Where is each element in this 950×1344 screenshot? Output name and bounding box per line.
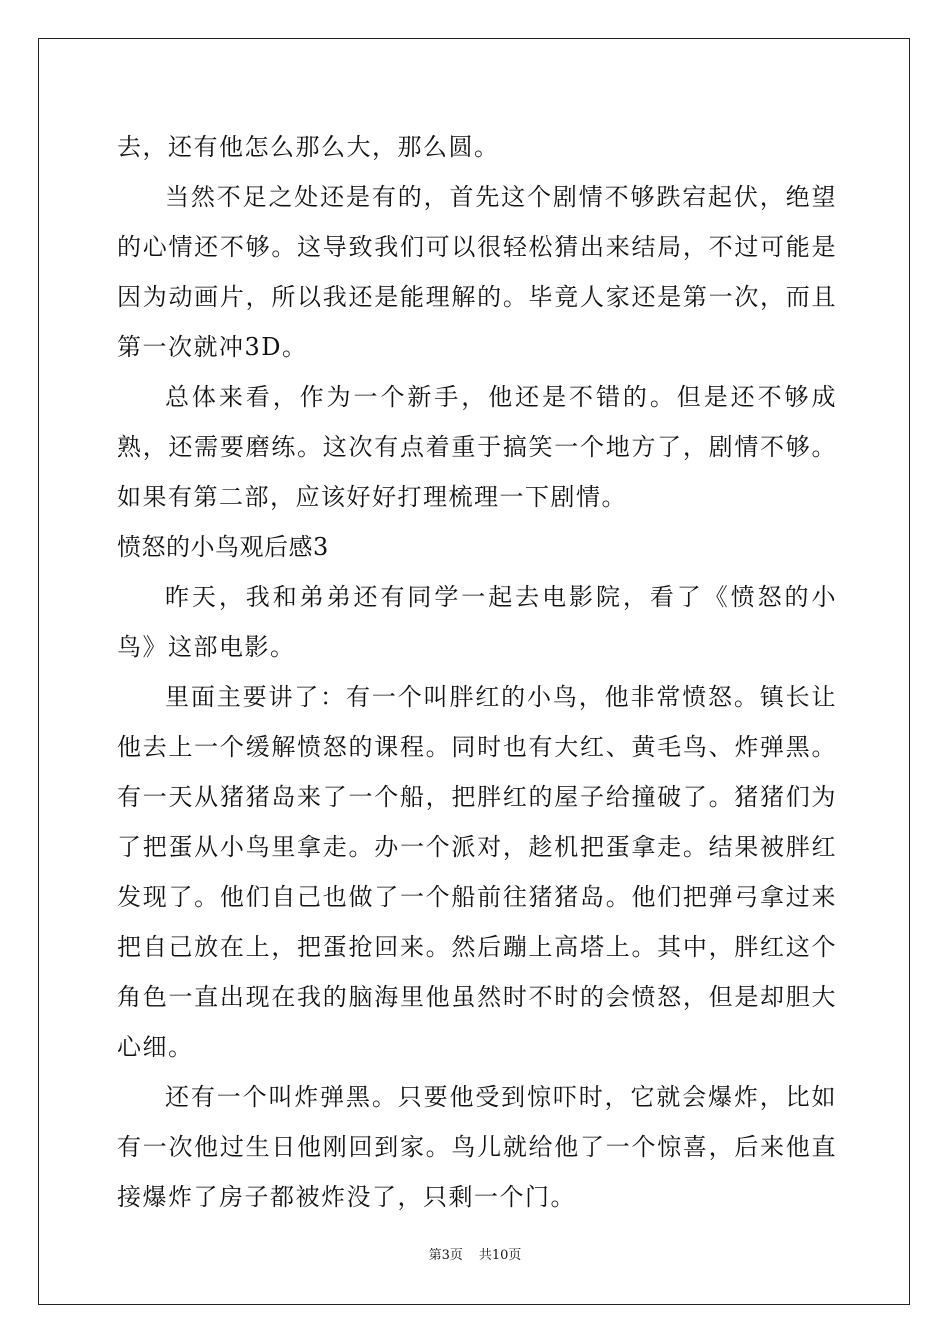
page-total: 共10页 <box>478 1248 522 1263</box>
paragraph: 总体来看，作为一个新手，他还是不错的。但是还不够成熟，还需要磨练。这次有点着重于搞笑一个地方了，剧情不够。如果有第二部，应该好好打理梳理一下剧情。 <box>117 383 837 511</box>
paragraph: 里面主要讲了：有一个叫胖红的小鸟，他非常愤怒。镇长让他去上一个缓解愤怒的课程。同时也有大红、黄毛鸟、炸弹黑。有一天从猪猪岛来了一个船，把胖红的屋子给撞破了。猪猪们为了把蛋从小鸟里拿走。办一个派对，趁机把蛋拿走。结果被胖红发现了。他们自己也做了一个船前往猪猪岛。他们把弹弓拿过来把自己放在上，把蛋抢回来。然后蹦上高塔上。其中，胖红这个角色一直出现在我的脑海里他虽然时不时的会愤怒，但是却胆大心细。 <box>117 683 837 1061</box>
page-number: 第3页 <box>428 1248 463 1263</box>
page-footer <box>0 1244 950 1263</box>
section-heading: 愤怒的小鸟观后感3 <box>117 533 329 561</box>
paragraph: 还有一个叫炸弹黑。只要他受到惊吓时，它就会爆炸，比如有一次他过生日他刚回到家。鸟儿就给他了一个惊喜，后来他直接爆炸了房子都被炸没了，只剩一个门。 <box>117 1083 837 1211</box>
paragraph: 昨天，我和弟弟还有同学一起去电影院，看了《愤怒的小鸟》这部电影。 <box>117 583 837 661</box>
document-body <box>117 122 837 1222</box>
paragraph: 当然不足之处还是有的，首先这个剧情不够跌宕起伏，绝望的心情还不够。这导致我们可以很轻松猜出来结局，不过可能是因为动画片，所以我还是能理解的。毕竟人家还是第一次，而且第一次就冲3D。 <box>117 183 837 361</box>
paragraph: 去，还有他怎么那么大，那么圆。 <box>117 133 500 161</box>
